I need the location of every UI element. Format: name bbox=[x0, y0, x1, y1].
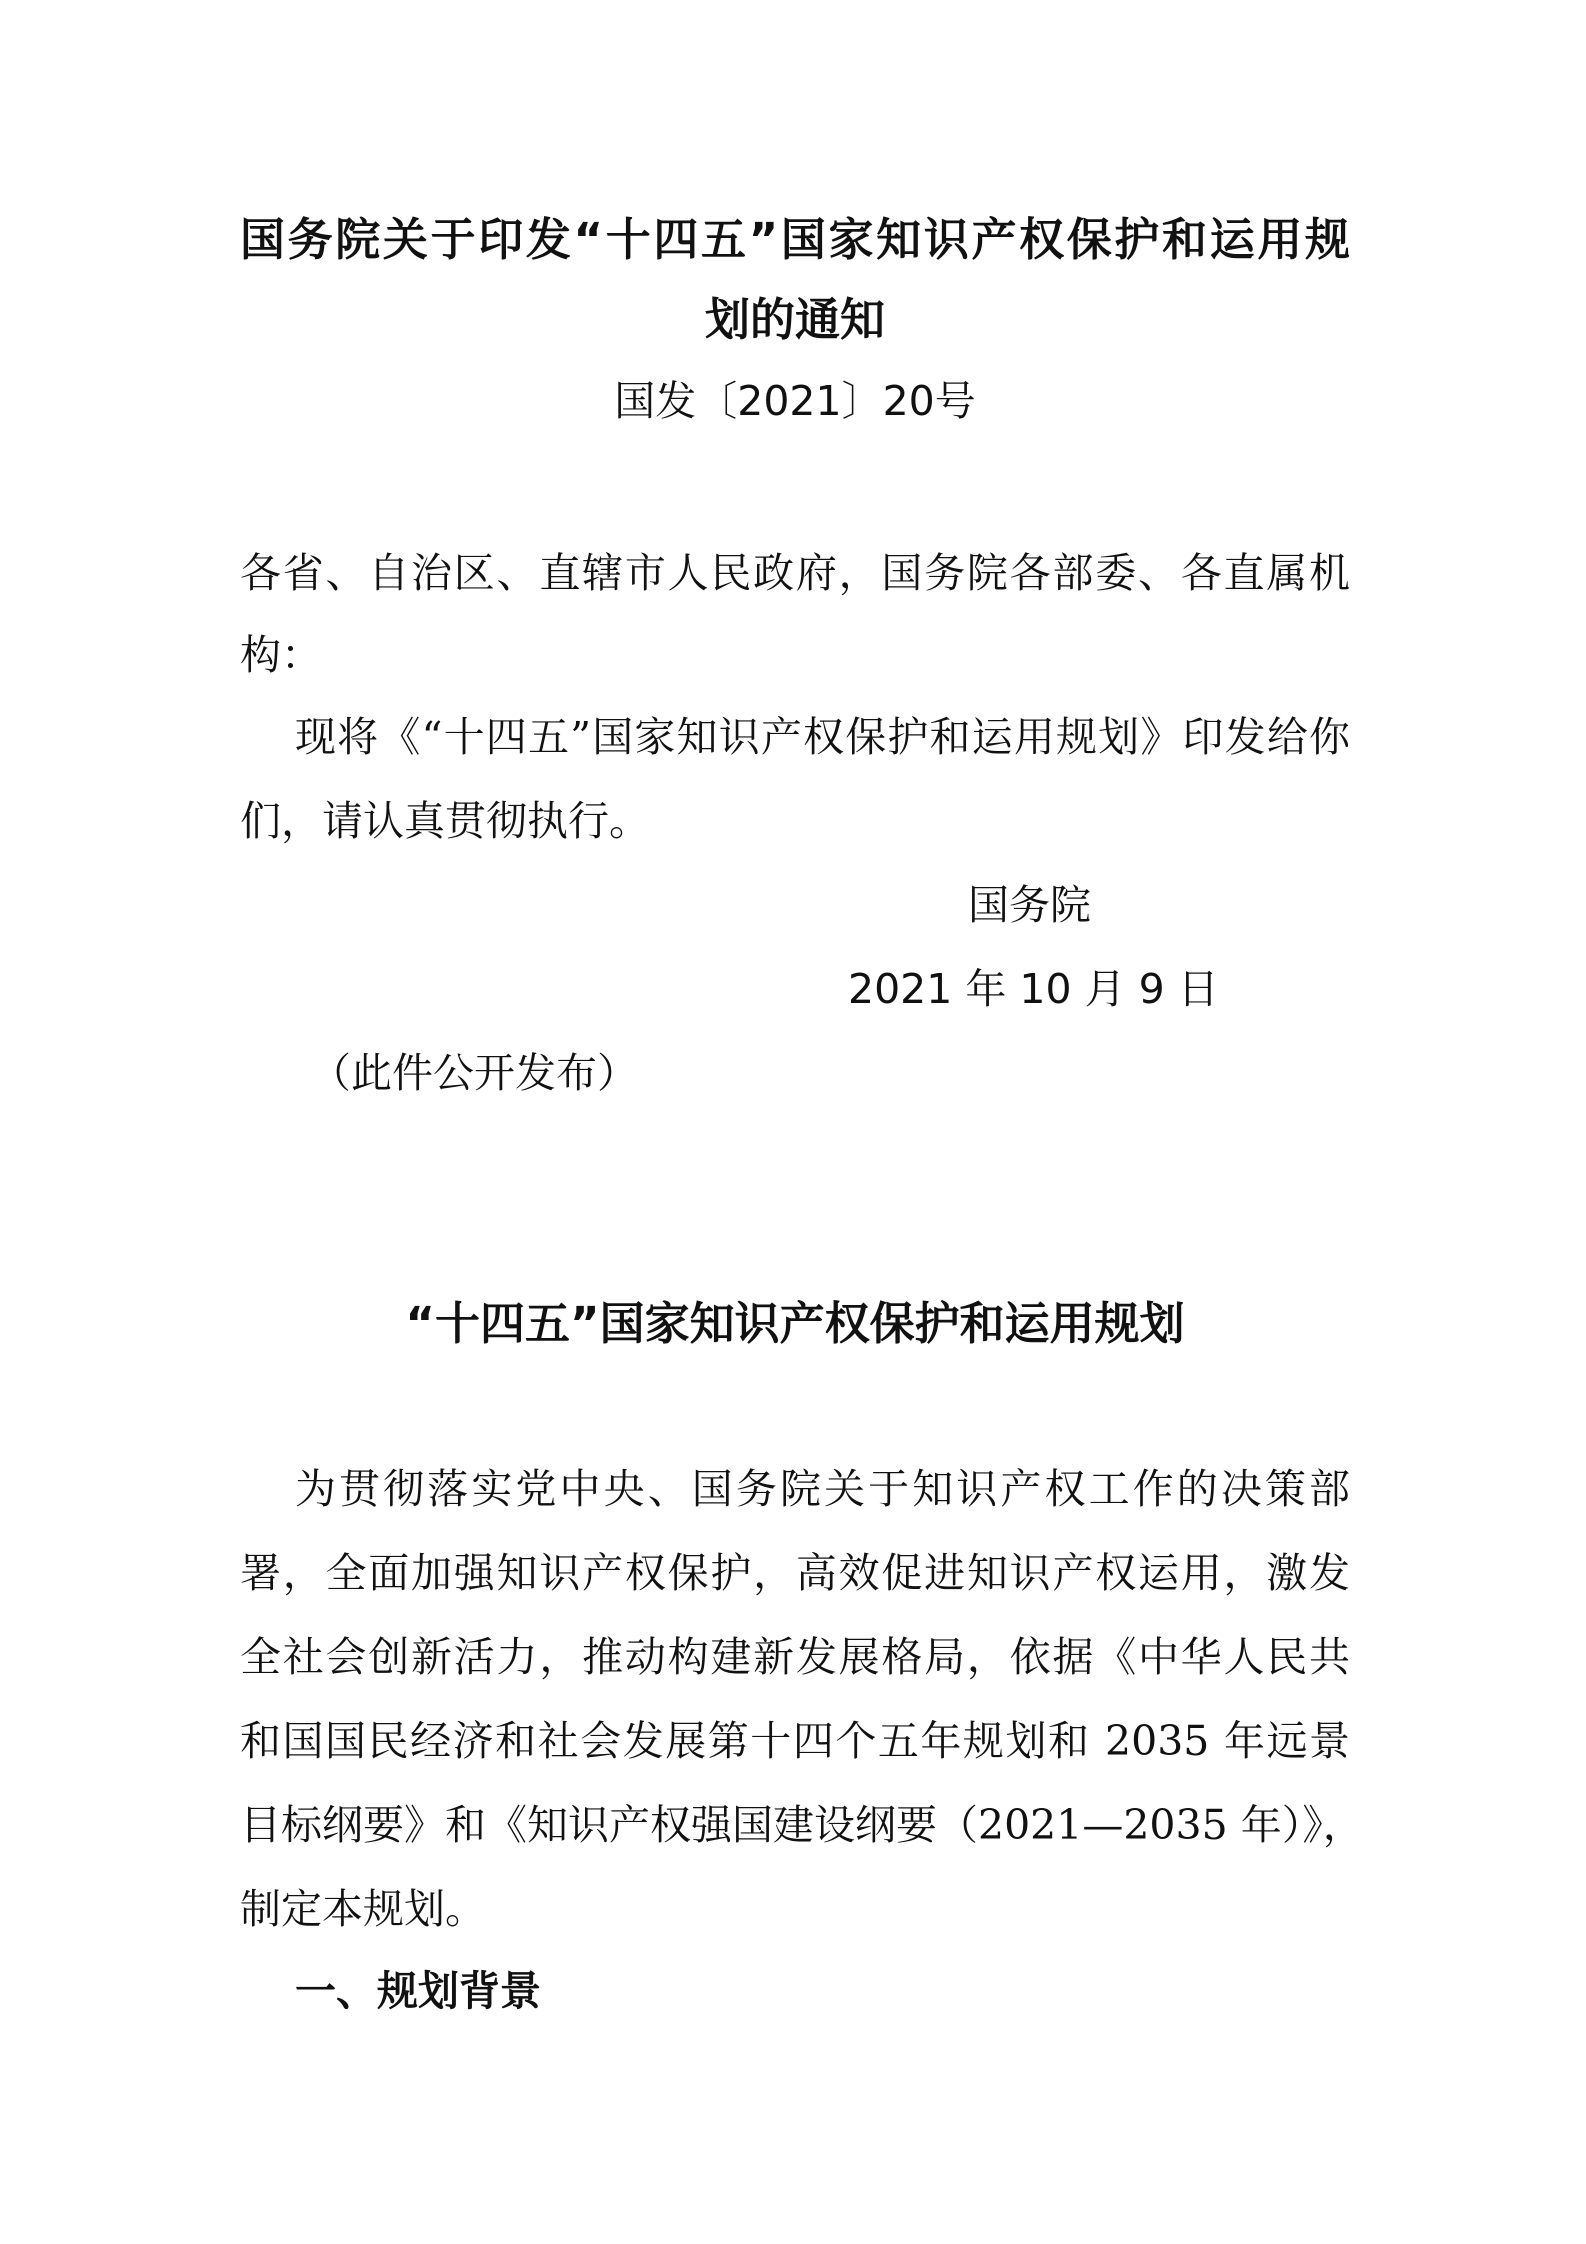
document-number: 国发〔2021〕20号 bbox=[614, 377, 976, 425]
addressee-line-2: 构： bbox=[240, 631, 322, 679]
plan-intro-line-2: 署，全面加强知识产权保护，高效促进知识产权运用，激发 bbox=[240, 1549, 1350, 1597]
notice-title-line-2: 划的通知 bbox=[704, 293, 885, 346]
plan-intro-line-3: 全社会创新活力，推动构建新发展格局，依据《中华人民共 bbox=[240, 1633, 1350, 1681]
plan-intro-line-1: 为贯彻落实党中央、国务院关于知识产权工作的决策部 bbox=[295, 1465, 1350, 1513]
issue-date: 2021 年 10 月 9 日 bbox=[848, 965, 1219, 1013]
notice-body-line-2: 们，请认真贯彻执行。 bbox=[240, 797, 650, 845]
notice-body-line-1: 现将《“十四五”国家知识产权保护和运用规划》印发给你 bbox=[295, 713, 1350, 761]
notice-title-line-1: 国务院关于印发“十四五”国家知识产权保护和运用规 bbox=[240, 213, 1350, 266]
plan-intro-line-6: 制定本规划。 bbox=[240, 1885, 486, 1933]
plan-intro-line-5: 目标纲要》和《知识产权强国建设纲要（2021—2035 年）》， bbox=[240, 1801, 1364, 1849]
plan-title: “十四五”国家知识产权保护和运用规划 bbox=[405, 1297, 1185, 1350]
issuer-signature: 国务院 bbox=[968, 881, 1091, 929]
section-1-heading: 一、规划背景 bbox=[295, 1967, 541, 2015]
addressee-line-1: 各省、自治区、直辖市人民政府，国务院各部委、各直属机 bbox=[240, 549, 1350, 597]
plan-intro-line-4: 和国国民经济和社会发展第十四个五年规划和 2035 年远景 bbox=[240, 1717, 1350, 1765]
publication-note: （此件公开发布） bbox=[310, 1049, 638, 1097]
